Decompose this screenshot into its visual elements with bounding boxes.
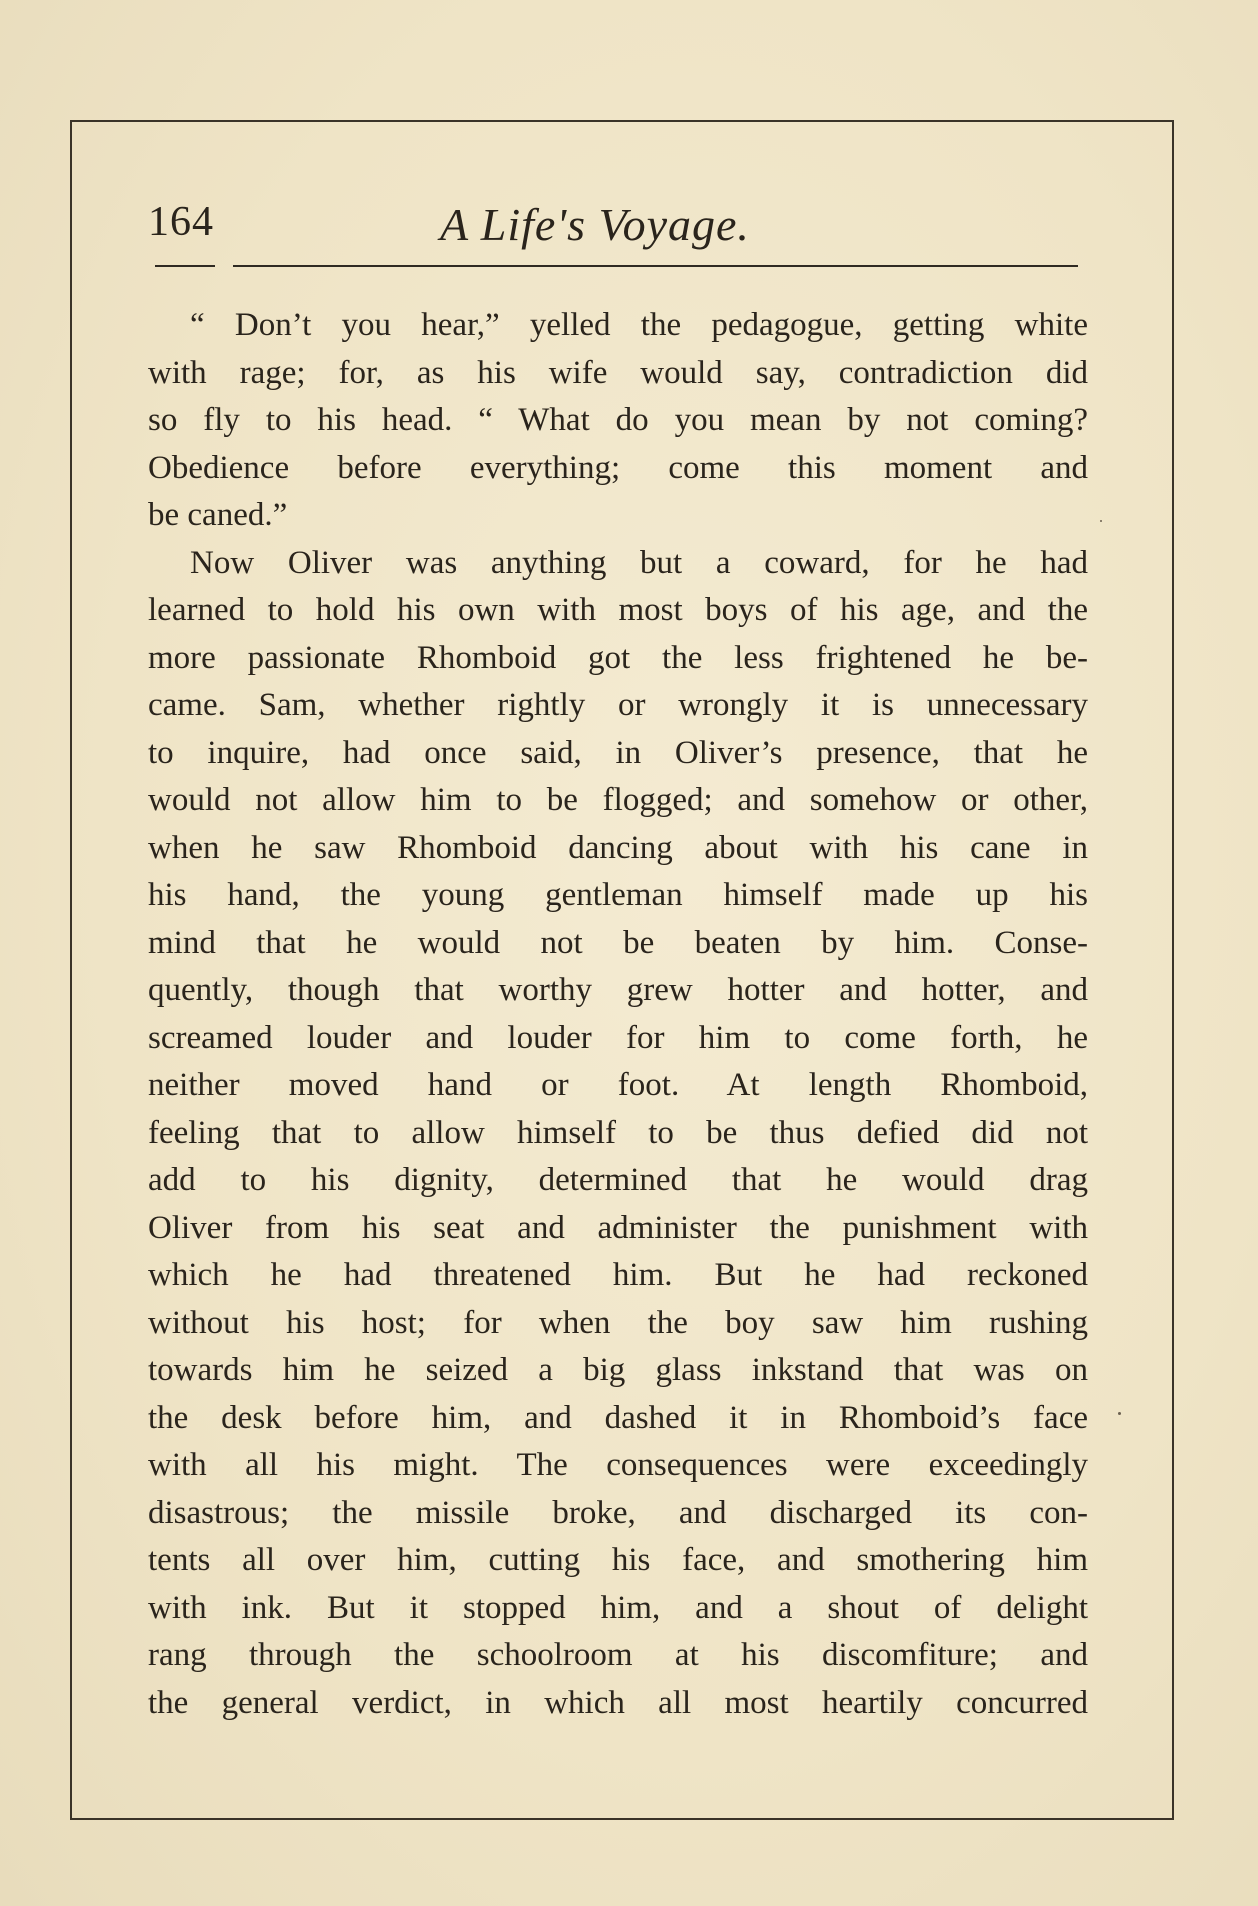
text-line: rang through the schoolroom at his discomfiture; and (148, 1637, 1088, 1673)
text-line: towards him he seized a big glass inkstand that was on (148, 1352, 1088, 1388)
running-title: A Life's Voyage. (440, 199, 750, 250)
page-number: 164 (148, 199, 214, 245)
text-line: with all his might. The consequences were exceedingly (148, 1447, 1088, 1483)
text-line: screamed louder and louder for him to come forth, he (148, 1019, 1088, 1056)
text-line: be caned.” (148, 497, 288, 533)
text-line: to inquire, had once said, in Oliver’s presence, that he (148, 734, 1088, 771)
paper-speck (1100, 520, 1102, 522)
text-line: so fly to his head. “ What do you mean by not coming? (148, 402, 1088, 438)
text-line: feeling that to allow himself to be thus defied did not (148, 1114, 1088, 1151)
text-line: neither moved hand or foot. At length Rhomboid, (148, 1067, 1088, 1103)
text-line: mind that he would not be beaten by him. Conse- (148, 924, 1088, 961)
header-rule-left (155, 265, 215, 267)
text-line: without his host; for when the boy saw him rushing (148, 1304, 1088, 1341)
text-line: more passionate Rhomboid got the less frightened he be- (148, 639, 1088, 676)
header-rule-right (233, 265, 1078, 267)
text-line: disastrous; the missile broke, and discharged its con- (148, 1494, 1088, 1531)
text-line: when he saw Rhomboid dancing about with his cane in (148, 829, 1088, 866)
text-line: Now Oliver was anything but a coward, for he had (190, 544, 1088, 581)
text-line: came. Sam, whether rightly or wrongly it is unnecessary (148, 687, 1088, 723)
running-header (148, 198, 1078, 258)
text-line: add to his dignity, determined that he would drag (148, 1162, 1088, 1198)
text-line: Obedience before everything; come this moment and (148, 449, 1088, 486)
text-line: the desk before him, and dashed it in Rhomboid’s face (148, 1399, 1088, 1436)
text-line: the general verdict, in which all most heartily concurred (148, 1684, 1088, 1721)
text-line: with ink. But it stopped him, and a shout of delight (148, 1589, 1088, 1626)
text-line: Oliver from his seat and administer the punishment with (148, 1209, 1088, 1246)
text-line: quently, though that worthy grew hotter and hotter, and (148, 972, 1088, 1008)
text-line: which he had threatened him. But he had reckoned (148, 1257, 1088, 1293)
paper-speck (1118, 1412, 1121, 1415)
text-line: “ Don’t you hear,” yelled the pedagogue, getting white (190, 307, 1088, 343)
text-line: his hand, the young gentleman himself made up his (148, 877, 1088, 913)
body-text (148, 302, 1088, 1727)
text-line: tents all over him, cutting his face, and smothering him (148, 1542, 1088, 1578)
text-line: would not allow him to be flogged; and somehow or other, (148, 782, 1088, 818)
text-line: with rage; for, as his wife would say, contradiction did (148, 354, 1088, 391)
text-line: learned to hold his own with most boys of his age, and the (148, 592, 1088, 628)
